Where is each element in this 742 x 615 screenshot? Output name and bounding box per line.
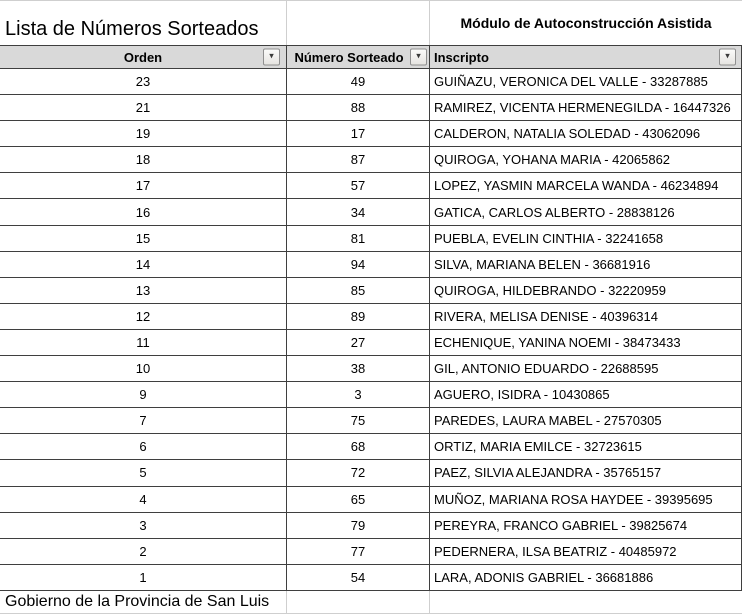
cell-orden[interactable] — [0, 173, 287, 198]
cell-orden[interactable] — [0, 304, 287, 329]
cell-inscripto[interactable] — [430, 199, 742, 224]
inscripto-value: LARA, ADONIS GABRIEL - 36681886 — [434, 569, 654, 585]
cell-numero-sorteado[interactable] — [287, 252, 430, 277]
cell-inscripto[interactable] — [430, 382, 742, 407]
orden-value: 15 — [135, 230, 151, 246]
cell-inscripto[interactable] — [430, 252, 742, 277]
inscripto-value: ORTIZ, MARIA EMILCE - 32723615 — [434, 439, 642, 455]
filter-dropdown-icon: ▾ — [725, 51, 730, 62]
column-header-numero-sorteado[interactable] — [287, 46, 430, 68]
cell-numero-sorteado[interactable] — [287, 330, 430, 355]
module-title-cell[interactable] — [430, 1, 742, 45]
cell-orden[interactable] — [0, 330, 287, 355]
cell-numero-sorteado[interactable] — [287, 278, 430, 303]
cell-orden[interactable] — [0, 487, 287, 512]
inscripto-value: MUÑOZ, MARIANA ROSA HAYDEE - 39395695 — [434, 491, 713, 507]
empty-cell[interactable] — [430, 591, 742, 613]
cell-inscripto[interactable] — [430, 434, 742, 459]
cell-orden[interactable] — [0, 226, 287, 251]
orden-value: 10 — [135, 361, 151, 377]
cell-numero-sorteado[interactable] — [287, 356, 430, 381]
table-row — [0, 408, 742, 434]
inscripto-value: QUIROGA, HILDEBRANDO - 32220959 — [434, 282, 666, 298]
table-row — [0, 69, 742, 95]
numero-sorteado-value: 54 — [350, 569, 366, 585]
cell-orden[interactable] — [0, 95, 287, 120]
orden-value: 19 — [135, 126, 151, 142]
cell-orden[interactable] — [0, 199, 287, 224]
cell-inscripto[interactable] — [430, 513, 742, 538]
cell-inscripto[interactable] — [430, 147, 742, 172]
orden-value: 21 — [135, 100, 151, 116]
module-title: Módulo de Autoconstrucción Asistida — [460, 15, 712, 31]
column-header-inscripto-label: Inscripto — [434, 49, 489, 65]
cell-numero-sorteado[interactable] — [287, 487, 430, 512]
table-header-row — [0, 45, 742, 69]
cell-numero-sorteado[interactable] — [287, 173, 430, 198]
orden-value: 5 — [139, 465, 147, 481]
numero-sorteado-value: 75 — [350, 413, 366, 429]
orden-value: 3 — [139, 517, 147, 533]
orden-value: 1 — [139, 569, 147, 585]
orden-value: 12 — [135, 308, 151, 324]
filter-button-inscripto[interactable] — [719, 49, 736, 66]
cell-inscripto[interactable] — [430, 487, 742, 512]
filter-button-numero-sorteado[interactable] — [410, 49, 427, 66]
page-title-cell[interactable] — [0, 1, 287, 45]
orden-value: 13 — [135, 282, 151, 298]
cell-orden[interactable] — [0, 356, 287, 381]
numero-sorteado-value: 17 — [350, 126, 366, 142]
table-row — [0, 356, 742, 382]
table-row — [0, 487, 742, 513]
cell-inscripto[interactable] — [430, 173, 742, 198]
cell-inscripto[interactable] — [430, 226, 742, 251]
column-header-numero-sorteado-label: Número Sorteado — [294, 49, 404, 65]
table-row — [0, 565, 742, 591]
cell-orden[interactable] — [0, 69, 287, 94]
numero-sorteado-value: 49 — [350, 74, 366, 90]
numero-sorteado-value: 89 — [350, 308, 366, 324]
cell-numero-sorteado[interactable] — [287, 226, 430, 251]
cell-numero-sorteado[interactable] — [287, 434, 430, 459]
cell-numero-sorteado[interactable] — [287, 95, 430, 120]
numero-sorteado-value: 27 — [350, 334, 366, 350]
numero-sorteado-value: 79 — [350, 517, 366, 533]
table-row — [0, 252, 742, 278]
footer-row — [0, 591, 742, 614]
cell-numero-sorteado[interactable] — [287, 408, 430, 433]
footer-text: Gobierno de la Provincia de San Luis — [5, 592, 270, 610]
inscripto-value: ECHENIQUE, YANINA NOEMI - 38473433 — [434, 334, 681, 350]
cell-inscripto[interactable] — [430, 460, 742, 485]
cell-inscripto[interactable] — [430, 539, 742, 564]
table-row — [0, 513, 742, 539]
orden-value: 6 — [139, 439, 147, 455]
cell-orden[interactable] — [0, 278, 287, 303]
table-row — [0, 278, 742, 304]
table-row — [0, 95, 742, 121]
inscripto-value: PEREYRA, FRANCO GABRIEL - 39825674 — [434, 517, 688, 533]
orden-value: 9 — [139, 387, 147, 403]
cell-numero-sorteado[interactable] — [287, 147, 430, 172]
cell-inscripto[interactable] — [430, 304, 742, 329]
cell-orden[interactable] — [0, 565, 287, 590]
numero-sorteado-value: 88 — [350, 100, 366, 116]
numero-sorteado-value: 34 — [350, 204, 366, 220]
cell-numero-sorteado[interactable] — [287, 199, 430, 224]
inscripto-value: PAREDES, LAURA MABEL - 27570305 — [434, 413, 662, 429]
table-row — [0, 330, 742, 356]
inscripto-value: GATICA, CARLOS ALBERTO - 28838126 — [434, 204, 675, 220]
inscripto-value: SILVA, MARIANA BELEN - 36681916 — [434, 256, 651, 272]
orden-value: 7 — [139, 413, 147, 429]
column-header-orden-label: Orden — [123, 49, 163, 65]
orden-value: 16 — [135, 204, 151, 220]
cell-numero-sorteado[interactable] — [287, 565, 430, 590]
inscripto-value: RAMIREZ, VICENTA HERMENEGILDA - 16447326 — [434, 100, 731, 116]
inscripto-value: PUEBLA, EVELIN CINTHIA - 32241658 — [434, 230, 664, 246]
numero-sorteado-value: 77 — [350, 543, 366, 559]
cell-orden[interactable] — [0, 513, 287, 538]
table-row — [0, 382, 742, 408]
table-row — [0, 226, 742, 252]
inscripto-value: CALDERON, NATALIA SOLEDAD - 43062096 — [434, 126, 701, 142]
filter-dropdown-icon: ▾ — [416, 51, 421, 62]
column-header-orden[interactable] — [0, 46, 287, 68]
table-row — [0, 173, 742, 199]
empty-cell[interactable] — [287, 591, 430, 613]
inscripto-value: PEDERNERA, ILSA BEATRIZ - 40485972 — [434, 543, 677, 559]
table-body — [0, 69, 742, 591]
cell-inscripto[interactable] — [430, 69, 742, 94]
numero-sorteado-value: 3 — [354, 387, 362, 403]
cell-numero-sorteado[interactable] — [287, 69, 430, 94]
numero-sorteado-value: 57 — [350, 178, 366, 194]
cell-orden[interactable] — [0, 434, 287, 459]
inscripto-value: AGUERO, ISIDRA - 10430865 — [434, 387, 610, 403]
orden-value: 14 — [135, 256, 151, 272]
cell-numero-sorteado[interactable] — [287, 460, 430, 485]
numero-sorteado-value: 81 — [350, 230, 366, 246]
cell-numero-sorteado[interactable] — [287, 382, 430, 407]
cell-orden[interactable] — [0, 252, 287, 277]
numero-sorteado-value: 85 — [350, 282, 366, 298]
numero-sorteado-value: 38 — [350, 361, 366, 377]
cell-inscripto[interactable] — [430, 121, 742, 146]
numero-sorteado-value: 87 — [350, 152, 366, 168]
orden-value: 23 — [135, 74, 151, 90]
inscripto-value: GIL, ANTONIO EDUARDO - 22688595 — [434, 361, 659, 377]
cell-orden[interactable] — [0, 147, 287, 172]
cell-orden[interactable] — [0, 408, 287, 433]
filter-dropdown-icon: ▾ — [269, 51, 274, 62]
cell-orden[interactable] — [0, 121, 287, 146]
cell-numero-sorteado[interactable] — [287, 304, 430, 329]
column-header-inscripto[interactable] — [430, 46, 742, 68]
inscripto-value: RIVERA, MELISA DENISE - 40396314 — [434, 308, 658, 324]
numero-sorteado-value: 65 — [350, 491, 366, 507]
cell-inscripto[interactable] — [430, 408, 742, 433]
footer-cell[interactable] — [0, 591, 287, 613]
inscripto-value: QUIROGA, YOHANA MARIA - 42065862 — [434, 152, 671, 168]
empty-cell[interactable] — [287, 1, 430, 45]
cell-numero-sorteado[interactable] — [287, 513, 430, 538]
cell-numero-sorteado[interactable] — [287, 539, 430, 564]
inscripto-value: GUIÑAZU, VERONICA DEL VALLE - 33287885 — [434, 74, 708, 90]
cell-orden[interactable] — [0, 460, 287, 485]
inscripto-value: LOPEZ, YASMIN MARCELA WANDA - 46234894 — [434, 178, 719, 194]
table-row — [0, 460, 742, 486]
numero-sorteado-value: 68 — [350, 439, 366, 455]
orden-value: 2 — [139, 543, 147, 559]
page-title: Lista de Números Sorteados — [5, 18, 259, 40]
numero-sorteado-value: 72 — [350, 465, 366, 481]
cell-inscripto[interactable] — [430, 278, 742, 303]
inscripto-value: PAEZ, SILVIA ALEJANDRA - 35765157 — [434, 465, 662, 481]
table-row — [0, 304, 742, 330]
filter-button-orden[interactable] — [263, 49, 280, 66]
numero-sorteado-value: 94 — [350, 256, 366, 272]
orden-value: 4 — [139, 491, 147, 507]
table-row — [0, 121, 742, 147]
table-row — [0, 539, 742, 565]
orden-value: 11 — [136, 334, 150, 350]
cell-inscripto[interactable] — [430, 356, 742, 381]
table-row — [0, 199, 742, 225]
title-row — [0, 1, 742, 45]
orden-value: 17 — [135, 178, 151, 194]
cell-orden[interactable] — [0, 382, 287, 407]
cell-numero-sorteado[interactable] — [287, 121, 430, 146]
cell-inscripto[interactable] — [430, 330, 742, 355]
orden-value: 18 — [135, 152, 151, 168]
cell-inscripto[interactable] — [430, 95, 742, 120]
table-row — [0, 147, 742, 173]
cell-inscripto[interactable] — [430, 565, 742, 590]
table-row — [0, 434, 742, 460]
cell-orden[interactable] — [0, 539, 287, 564]
